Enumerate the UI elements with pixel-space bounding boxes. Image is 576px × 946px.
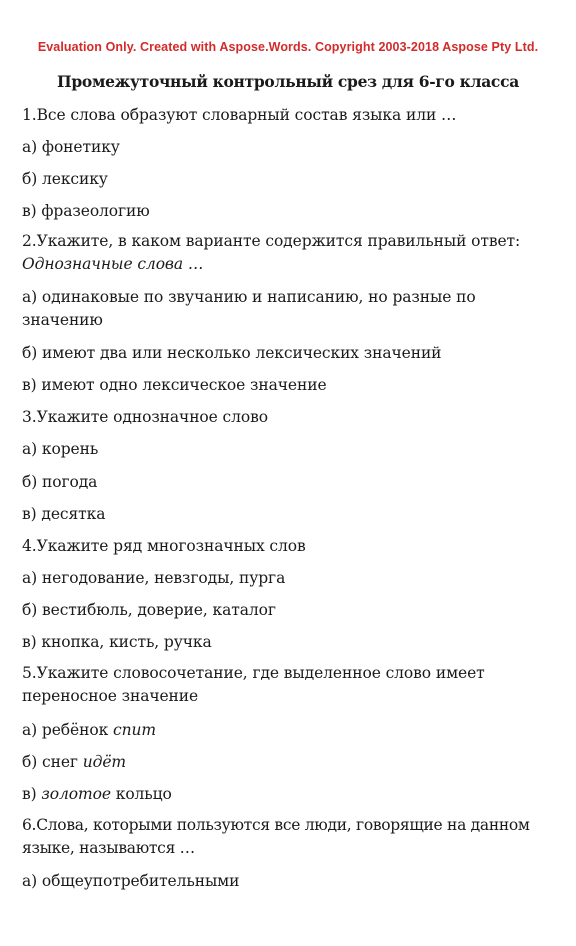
q2-option-a: а) одинаковые по звучанию и написанию, но разные по значению bbox=[22, 288, 476, 329]
q4-option-a: а) негодование, невзгоды, пурга bbox=[22, 569, 286, 587]
q5-c-suffix: кольцо bbox=[110, 785, 172, 803]
q5-option-b bbox=[22, 753, 570, 771]
q2-question-text: 2.Укажите, в каком варианте содержится правильный ответ: bbox=[22, 232, 521, 250]
q3-option-c: в) десятка bbox=[22, 505, 106, 523]
q2-question-italic: Однозначные слова … bbox=[22, 255, 204, 273]
q4-option-b: б) вестибюль, доверие, каталог bbox=[22, 601, 276, 619]
q5-a-italic: спит bbox=[113, 721, 156, 739]
q5-option-a bbox=[22, 721, 570, 739]
question-4: 4.Укажите ряд многозначных слов bbox=[22, 537, 306, 555]
q5-b-label: б) снег bbox=[22, 753, 83, 771]
evaluation-watermark: Evaluation Only. Created with Aspose.Words. Copyright 2003-2018 Aspose Pty Ltd. bbox=[37, 40, 539, 54]
q5-b-italic: идёт bbox=[82, 753, 127, 771]
q5-option-c bbox=[22, 785, 570, 803]
page-title: Промежуточный контрольный срез для 6-го класса bbox=[57, 72, 519, 91]
q2-option-b: б) имеют два или несколько лексических значений bbox=[22, 344, 442, 362]
q4-option-c: в) кнопка, кисть, ручка bbox=[22, 633, 212, 651]
q6-option-a: а) общеупотребительными bbox=[22, 872, 240, 890]
q1-option-c: в) фразеологию bbox=[22, 202, 150, 220]
q2-option-c: в) имеют одно лексическое значение bbox=[22, 376, 327, 394]
q1-option-a: а) фонетику bbox=[22, 138, 120, 156]
question-6: 6.Слова, которыми пользуются все люди, говорящие на данном языке, называются … bbox=[22, 816, 530, 857]
q5-a-label: а) ребёнок bbox=[22, 721, 113, 739]
question-2 bbox=[22, 230, 522, 276]
q3-option-b: б) погода bbox=[22, 473, 98, 491]
question-5: 5.Укажите словосочетание, где выделенное слово имеет переносное значение bbox=[22, 664, 485, 705]
question-1: 1.Все слова образуют словарный состав языка или … bbox=[22, 106, 457, 124]
q5-c-italic: золотое bbox=[41, 785, 111, 803]
q3-option-a: а) корень bbox=[22, 440, 99, 458]
question-3: 3.Укажите однозначное слово bbox=[22, 408, 268, 426]
q5-c-label: в) bbox=[22, 785, 42, 803]
q1-option-b: б) лексику bbox=[22, 170, 108, 188]
